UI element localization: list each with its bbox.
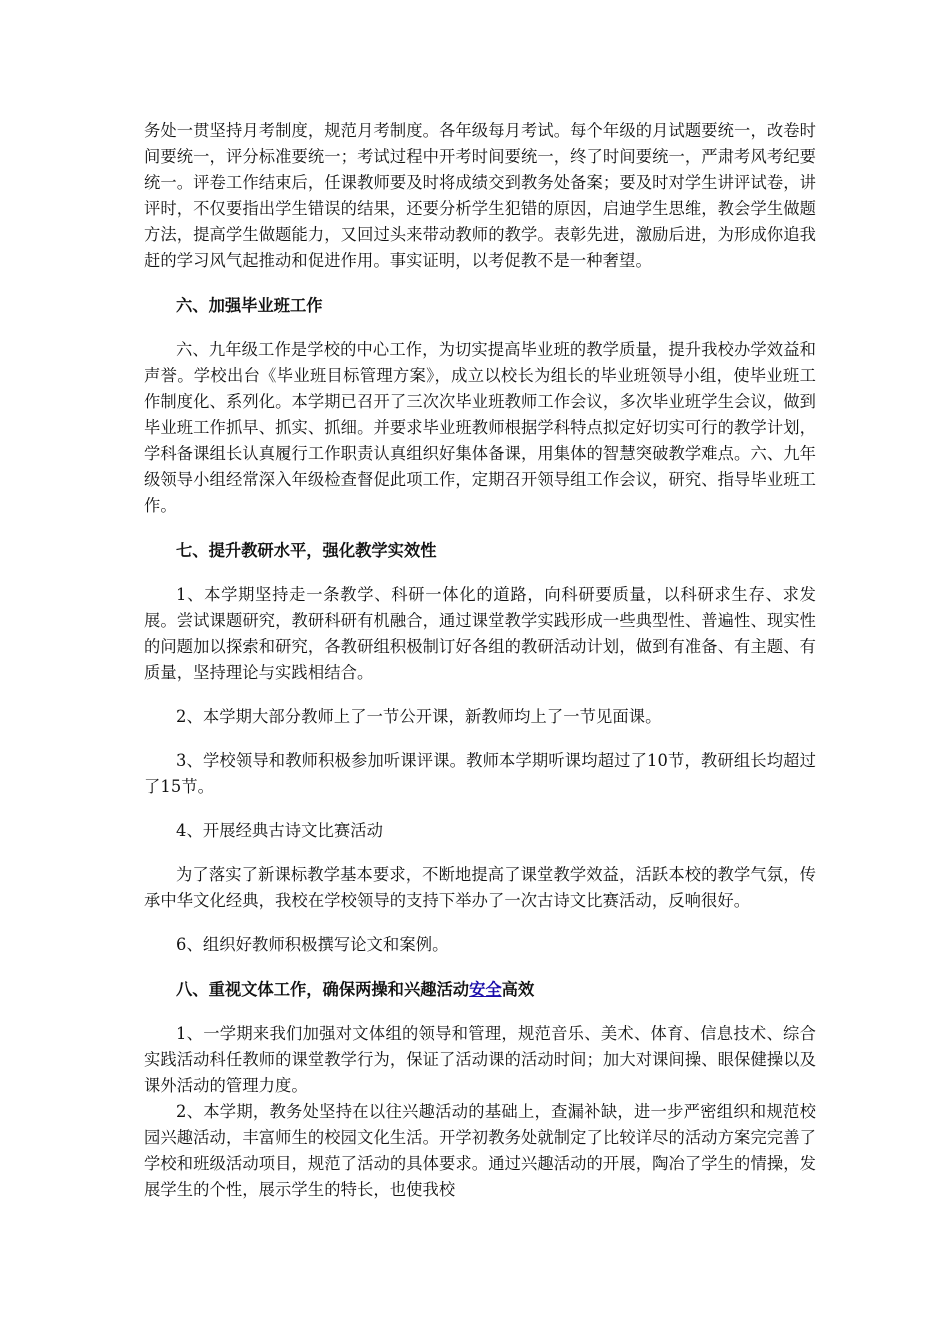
paragraph-section-8-item-1: 1、一学期来我们加强对文体组的领导和管理，规范音乐、美术、体育、信息技术、综合实践活动科任教师的课堂教学行为，保证了活动课的活动时间；加大对课间操、眼保健操以及课外活动的管理力度。 bbox=[144, 1024, 816, 1095]
heading-section-6: 六、加强毕业班工作 bbox=[176, 296, 323, 315]
paragraph-section-7-item-4: 4、开展经典古诗文比赛活动 bbox=[176, 821, 384, 840]
paragraph-section-7-item-6: 6、组织好教师积极撰写论文和案例。 bbox=[176, 935, 449, 954]
heading-section-8 bbox=[144, 977, 816, 1003]
paragraph-section-7-item-2: 2、本学期大部分教师上了一节公开课，新教师均上了一节见面课。 bbox=[176, 707, 662, 726]
paragraph-section-7-item-4-body: 为了落实了新课标教学基本要求，不断地提高了课堂教学效益，活跃本校的教学气氛，传承中华文化经典，我校在学校领导的支持下举办了一次古诗文比赛活动，反响很好。 bbox=[144, 865, 816, 910]
safety-link[interactable]: 安全 bbox=[469, 980, 502, 999]
heading-section-8-prefix: 八、重视文体工作，确保两操和兴趣活动 bbox=[176, 980, 470, 999]
heading-section-8-suffix: 高效 bbox=[501, 980, 535, 999]
heading-section-7: 七、提升教研水平，强化教学实效性 bbox=[176, 541, 437, 560]
document-page bbox=[144, 118, 816, 1203]
paragraph-section-6: 六、九年级工作是学校的中心工作，为切实提高毕业班的教学质量，提升我校办学效益和声誉。学校出台《毕业班目标管理方案》，成立以校长为组长的毕业班领导小组，使毕业班工作制度化、系列化。本学期已召开了三次次毕业班教师工作会议，多次毕业班学生会议，做到毕业班工作抓早、抓实、抓细。并要求毕业班教师根据学科特点拟定好切实可行的教学计划，学科备课组长认真履行工作职责认真组织好集体备课，用集体的智慧突破教学难点。六、九年级领导小组经常深入年级检查督促此项工作，定期召开领导组工作会议，研究、指导毕业班工作。 bbox=[144, 340, 816, 515]
paragraph-intro: 务处一贯坚持月考制度，规范月考制度。各年级每月考试。每个年级的月试题要统一，改卷时间要统一，评分标准要统一；考试过程中开考时间要统一，终了时间要统一，严肃考风考纪要统一。评卷工作结束后，任课教师要及时将成绩交到教务处备案；要及时对学生讲评试卷，讲评时，不仅要指出学生错误的结果，还要分析学生犯错的原因，启迪学生思维，教会学生做题方法，提高学生做题能力，又回过头来带动教师的教学。表彰先进，激励后进，为形成你追我赶的学习风气起推动和促进作用。事实证明，以考促教不是一种奢望。 bbox=[144, 121, 816, 270]
paragraph-section-7-item-1: 1、本学期坚持走一条教学、科研一体化的道路，向科研要质量，以科研求生存、求发展。尝试课题研究，教研科研有机融合，通过课堂教学实践形成一些典型性、普遍性、现实性的问题加以探索和研究，各教研组积极制订好各组的教研活动计划，做到有准备、有主题、有质量，坚持理论与实践相结合。 bbox=[144, 585, 816, 682]
paragraph-section-8-item-2: 2、本学期，教务处坚持在以往兴趣活动的基础上，查漏补缺，进一步严密组织和规范校园兴趣活动，丰富师生的校园文化生活。开学初教务处就制定了比较详尽的活动方案完完善了学校和班级活动项目，规范了活动的具体要求。通过兴趣活动的开展，陶冶了学生的情操，发展学生的个性，展示学生的特长，也使我校 bbox=[144, 1102, 816, 1199]
paragraph-section-7-item-3: 3、学校领导和教师积极参加听课评课。教师本学期听课均超过了10节，教研组长均超过了15节。 bbox=[144, 751, 816, 796]
